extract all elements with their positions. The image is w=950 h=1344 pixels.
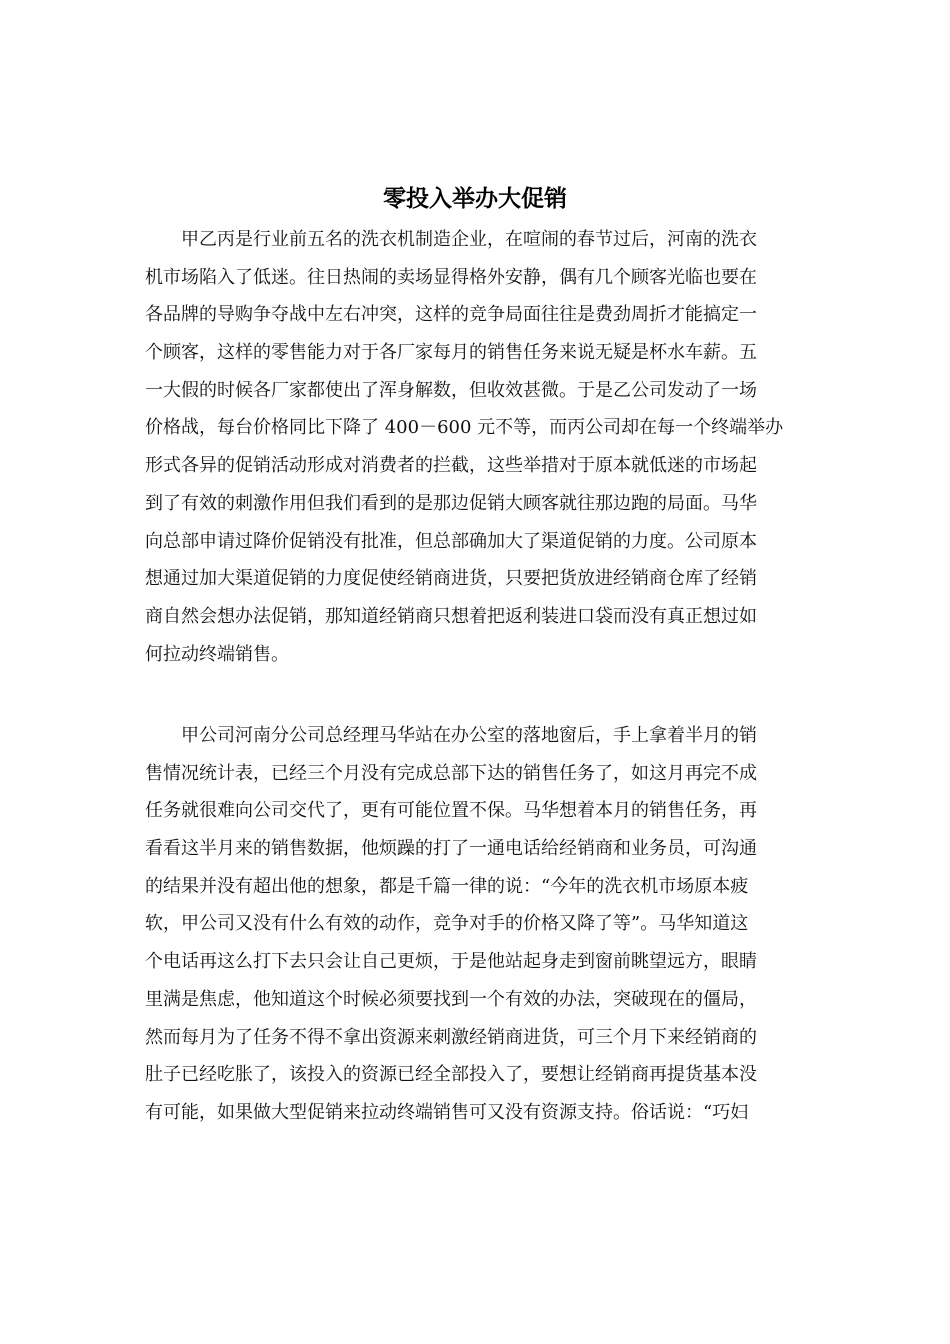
paragraph-line: 价格战，每台价格同比下降了 400－600 元不等，而丙公司却在每一个终端举办 [145, 417, 784, 439]
paragraph-line: 肚子已经吃胀了，该投入的资源已经全部投入了，要想让经销商再提货基本没 [145, 1064, 757, 1086]
paragraph-line: 一大假的时候各厂家都使出了浑身解数，但收效甚微。于是乙公司发动了一场 [145, 379, 757, 401]
paragraph-line: 里满是焦虑，他知道这个时候必须要找到一个有效的办法，突破现在的僵局， [145, 988, 757, 1010]
paragraph-line: 软，甲公司又没有什么有效的动作，竞争对手的价格又降了等”。马华知道这 [145, 913, 749, 935]
paragraph-line: 想通过加大渠道促销的力度促使经销商进货，只要把货放进经销商仓库了经销 [145, 568, 757, 590]
paragraph-line: 然而每月为了任务不得不拿出资源来刺激经销商进货，可三个月下来经销商的 [145, 1026, 757, 1048]
paragraph-line: 向总部申请过降价促销没有批准，但总部确加大了渠道促销的力度。公司原本 [145, 530, 757, 552]
paragraph-line: 看看这半月来的销售数据，他烦躁的打了一通电话给经销商和业务员，可沟通 [145, 838, 757, 860]
paragraph-line: 商自然会想办法促销，那知道经销商只想着把返利装进口袋而没有真正想过如 [145, 605, 757, 627]
paragraph-line: 的结果并没有超出他的想象，都是千篇一律的说：“今年的洗衣机市场原本疲 [145, 875, 749, 897]
document-title: 零投入举办大促销 [383, 186, 567, 212]
paragraph-line: 到了有效的刺激作用但我们看到的是那边促销大顾客就往那边跑的局面。马华 [145, 492, 757, 514]
paragraph-line: 甲乙丙是行业前五名的洗衣机制造企业，在喧闹的春节过后，河南的洗衣 [181, 229, 757, 250]
paragraph-line: 机市场陷入了低迷。往日热闹的卖场显得格外安静，偶有几个顾客光临也要在 [145, 266, 757, 288]
paragraph-line: 甲公司河南分公司总经理马华站在办公室的落地窗后，手上拿着半月的销 [181, 725, 757, 746]
paragraph-line: 个电话再这么打下去只会让自己更烦，于是他站起身走到窗前眺望远方，眼睛 [145, 951, 757, 973]
paragraph-line: 各品牌的导购争夺战中左右冲突，这样的竞争局面往往是费劲周折才能搞定一 [145, 304, 757, 326]
paragraph-2 [145, 717, 805, 1132]
paragraph-line: 有可能，如果做大型促销来拉动终端销售可又没有资源支持。俗话说：“巧妇 [145, 1101, 749, 1123]
paragraph-line: 个顾客，这样的零售能力对于各厂家每月的销售任务来说无疑是杯水车薪。五 [145, 342, 757, 364]
paragraph-line: 任务就很难向公司交代了，更有可能位置不保。马华想着本月的销售任务，再 [145, 800, 757, 822]
paragraph-line: 售情况统计表，已经三个月没有完成总部下达的销售任务了，如这月再完不成 [145, 762, 757, 784]
paragraph-line: 形式各异的促销活动形成对消费者的拦截，这些举措对于原本就低迷的市场起 [145, 455, 757, 477]
paragraph-line: 何拉动终端销售。 [145, 643, 289, 665]
paragraph-1 [145, 221, 805, 673]
